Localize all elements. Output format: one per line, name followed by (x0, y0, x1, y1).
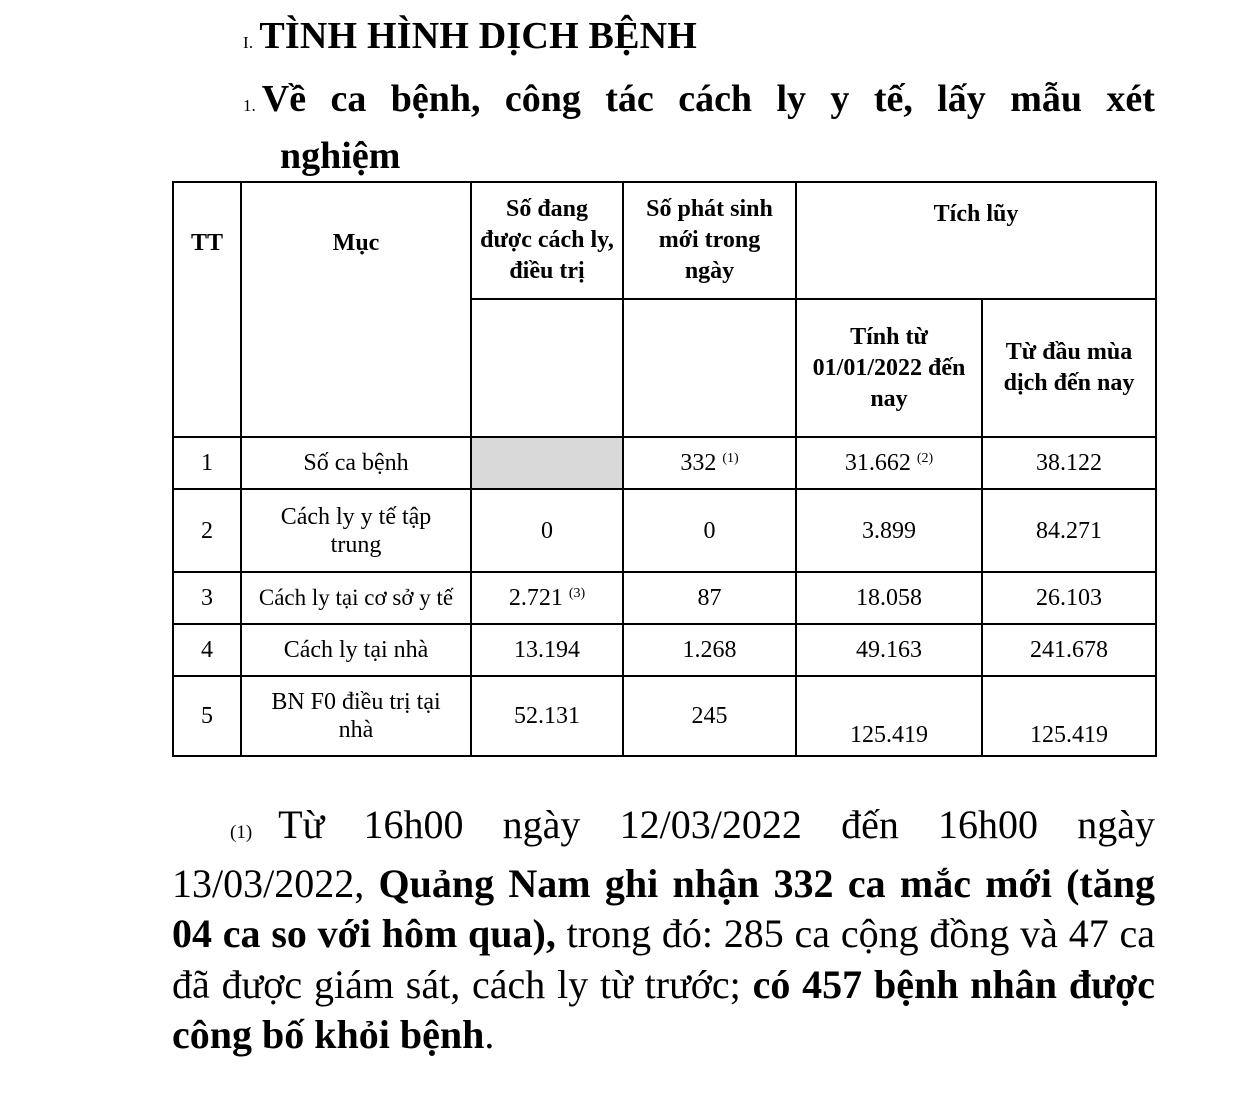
cell-tu-dau-mua: 84.271 (982, 489, 1156, 572)
cell-tinh-tu: 31.662 $^{(2)}$ (796, 437, 982, 489)
cell-tu-dau-mua: 26.103 (982, 572, 1156, 624)
header-blank (471, 299, 623, 437)
footnote-ref: (3) (568, 586, 586, 601)
cell-so-phat-sinh: 1.268 (623, 624, 796, 676)
header-tinh-tu: Tính từ 01/01/2022 đến nay (796, 299, 982, 437)
subsection-word: tế, (873, 78, 913, 120)
footnote-ref: (1) (722, 451, 739, 466)
subsection-word: y (830, 78, 850, 120)
table-header-row (173, 182, 1156, 299)
cell-so-phat-sinh: 332 $^{(1)}$ (623, 437, 796, 489)
subsection-word: công (504, 78, 581, 120)
footnote-text: trong đó: 285 ca cộng đồng và 47 ca đã được giám sát, cách ly từ trước; (172, 911, 1155, 1007)
header-muc: Mục (241, 182, 471, 437)
cell-tt: 4 (173, 624, 241, 676)
subsection-heading-line1 (243, 74, 1155, 131)
cell-tinh-tu: 3.899 (796, 489, 982, 572)
footnote-paragraph (172, 800, 1155, 1061)
footnote-text: Từ 16h00 ngày 12/03/2022 đến 16h00 ngày 13/03/2022, (172, 802, 1155, 906)
cell-tu-dau-mua: 38.122 (982, 437, 1156, 489)
cell-tinh-tu: 125.419 (796, 676, 982, 756)
cell-tt: 5 (173, 676, 241, 756)
subsection-word: tác (605, 78, 654, 120)
cell-so-dang: 0 (471, 489, 623, 572)
header-so-phat-sinh: Số phát sinh mới trong ngày (623, 182, 796, 299)
subsection-word: mẫu (1010, 78, 1082, 120)
cell-muc: Cách ly tại cơ sở y tế (241, 572, 471, 624)
cell-muc: Cách ly y tế tập trung (241, 489, 471, 572)
cell-so-phat-sinh: 0 (623, 489, 796, 572)
subsection-heading-line2: nghiệm (280, 135, 401, 177)
header-tt: TT (173, 182, 241, 437)
subsection-word: ca (330, 78, 367, 120)
cell-tt: 3 (173, 572, 241, 624)
cell-so-dang: 52.131 (471, 676, 623, 756)
cell-so-phat-sinh: 245 (623, 676, 796, 756)
section-title: TÌNH HÌNH DỊCH BỆNH (259, 15, 698, 57)
header-tich-luy: Tích lũy (796, 182, 1156, 299)
table-row (173, 624, 1156, 676)
subsection-word: lấy (937, 78, 986, 120)
cell-tu-dau-mua: 125.419 (982, 676, 1156, 756)
cell-tt: 2 (173, 489, 241, 572)
cell-tt: 1 (173, 437, 241, 489)
section-number: I. (243, 33, 254, 52)
subsection-word: ly (776, 78, 807, 120)
cell-so-dang: 2.721 $^{(3)}$ (471, 572, 623, 624)
table-row (173, 572, 1156, 624)
cell-so-phat-sinh: 87 (623, 572, 796, 624)
cell-muc: BN F0 điều trị tại nhà (241, 676, 471, 756)
subsection-number: 1. (243, 96, 256, 115)
subsection-heading (243, 74, 1155, 181)
subsection-word: xét (1106, 78, 1155, 120)
statistics-table (172, 181, 1157, 757)
footnote-bold-text: có 457 bệnh nhân được công bố khỏi bệnh (172, 961, 1155, 1057)
cell-tinh-tu: 18.058 (796, 572, 982, 624)
subsection-word: bệnh, (390, 78, 481, 120)
footnote-ref: (2) (916, 451, 934, 466)
header-blank (623, 299, 796, 437)
cell-so-dang-shaded (471, 437, 623, 489)
header-tu-dau-mua: Từ đầu mùa dịch đến nay (982, 299, 1156, 437)
cell-so-dang: 13.194 (471, 624, 623, 676)
cell-tinh-tu: 49.163 (796, 624, 982, 676)
subsection-word: cách (678, 78, 753, 120)
footnote-text: . (484, 1012, 495, 1057)
subsection-word: 1. Về (243, 78, 307, 120)
table-row (173, 437, 1156, 489)
cell-tu-dau-mua: 241.678 (982, 624, 1156, 676)
section-heading (243, 14, 697, 58)
footnote-bold-text: Quảng Nam ghi nhận 332 ca mắc mới (tăng 04 ca so với hôm qua), (172, 860, 1155, 956)
header-so-dang: Số đang được cách ly, điều trị (471, 182, 623, 299)
footnote-marker: (1) (230, 822, 253, 843)
cell-muc: Cách ly tại nhà (241, 624, 471, 676)
cell-muc: Số ca bệnh (241, 437, 471, 489)
table-row (173, 676, 1156, 756)
table-row (173, 489, 1156, 572)
